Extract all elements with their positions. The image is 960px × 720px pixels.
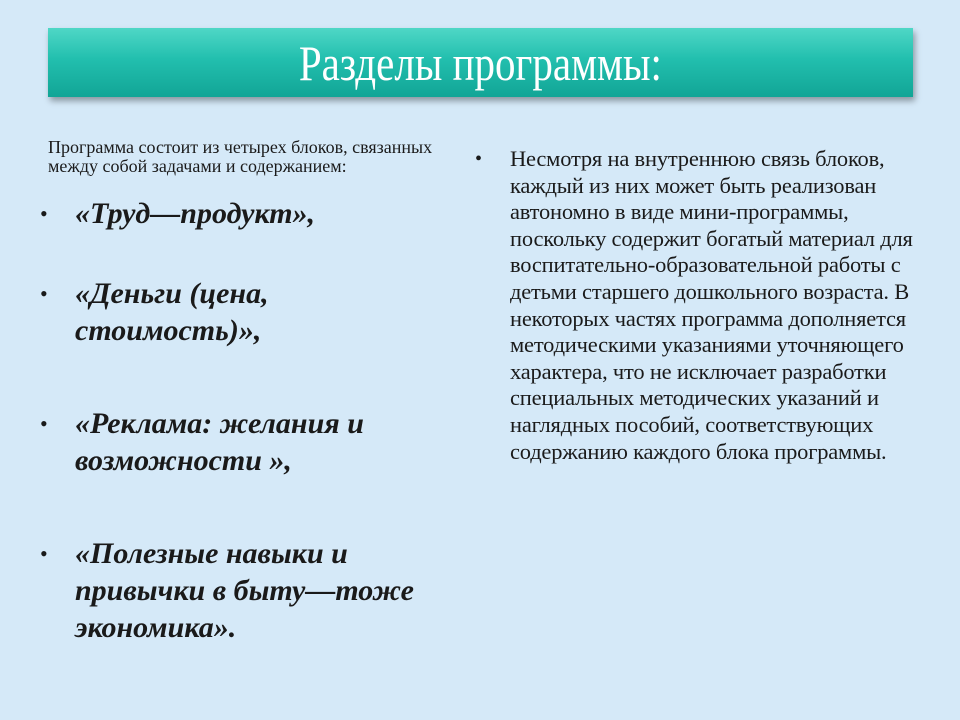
program-blocks-list	[40, 195, 460, 646]
bullet-icon: •	[40, 281, 48, 306]
bullet-icon: •	[40, 201, 48, 226]
description-text: Несмотря на внутреннюю связь блоков, каждый из них может быть реализован автономно в виде мини-программы, поскольку содержит богатый материал для воспитательно-образовательной работы с детьми старшего дошкольного возраста. В некоторых частях программа дополняется методическими указаниями уточняющего характера, что не исключает разработки специальных методических указаний и наглядных пособий, соответствующих содержанию каждого блока программы.	[510, 146, 913, 464]
list-item	[475, 146, 915, 465]
list-item	[40, 275, 375, 349]
block-label: «Реклама: желания и возможности »,	[75, 407, 364, 477]
intro-text	[48, 138, 448, 176]
title-bar	[48, 28, 913, 97]
slide-title: Разделы программы:	[298, 34, 663, 91]
block-label: «Полезные навыки и привычки в быту—тоже экономика».	[75, 537, 414, 644]
block-label: «Деньги (цена, стоимость)»,	[75, 277, 269, 347]
block-label: «Труд—продукт»,	[75, 197, 316, 230]
list-item	[40, 405, 445, 479]
bullet-icon: •	[40, 541, 48, 566]
bullet-icon: •	[475, 148, 482, 170]
list-item	[40, 535, 455, 646]
intro-text-content: Программа состоит из четырех блоков, связанных между собой задачами и содержанием:	[48, 137, 433, 176]
list-item	[40, 195, 405, 232]
description-list	[475, 146, 915, 465]
bullet-icon: •	[40, 411, 48, 436]
